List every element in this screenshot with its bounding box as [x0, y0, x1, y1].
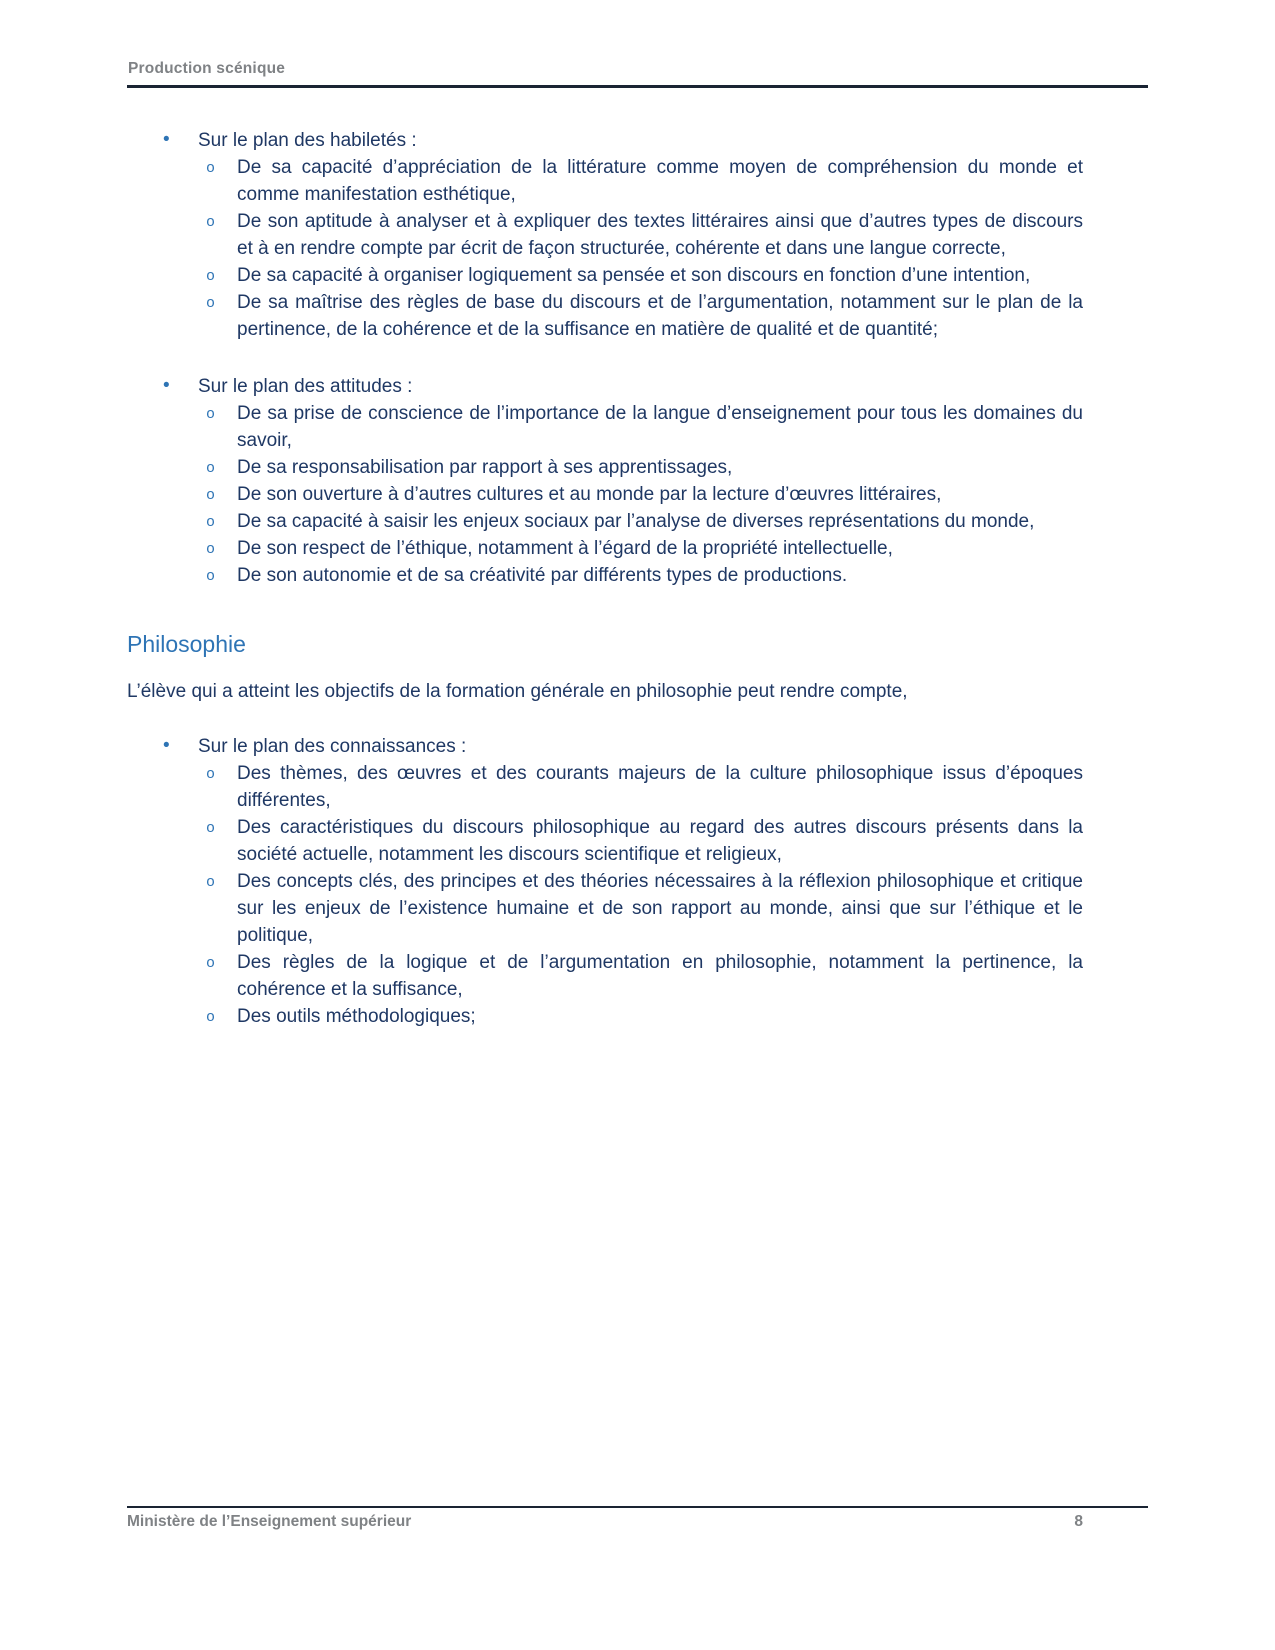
- bullet-icon: •: [163, 735, 170, 756]
- list-item-text: De sa maîtrise des règles de base du discours et de l’argumentation, notamment sur le plan de la pertinence, de la cohérence et de la suffisance en matière de qualité et de quantité;: [237, 292, 1083, 340]
- list-label: Sur le plan des connaissances :: [198, 736, 467, 757]
- list-item: [198, 868, 1083, 949]
- circle-bullet-icon: o: [206, 820, 216, 837]
- list-item-text: De son autonomie et de sa créativité par différents types de productions.: [237, 565, 848, 586]
- circle-bullet-icon: o: [206, 514, 216, 531]
- bullet-icon: •: [163, 129, 170, 150]
- list-item-text: Des thèmes, des œuvres et des courants majeurs de la culture philosophique issus d’époques différentes,: [237, 763, 1083, 811]
- section-philosophie: [127, 631, 1083, 1030]
- list-item: [198, 154, 1083, 208]
- circle-bullet-icon: o: [206, 874, 216, 891]
- section-habiletes: [127, 127, 1083, 343]
- page-number: 8: [1074, 1513, 1083, 1530]
- circle-bullet-icon: o: [206, 568, 216, 585]
- list-item-text: De sa capacité à saisir les enjeux sociaux par l’analyse de diverses représentations du monde,: [237, 511, 1035, 532]
- list-item-text: Des règles de la logique et de l’argumentation en philosophie, notamment la pertinence, la cohérence et la suffisance,: [237, 952, 1083, 1000]
- list-label: Sur le plan des attitudes :: [198, 376, 413, 397]
- list-item: [198, 814, 1083, 868]
- list-item-text: De son ouverture à d’autres cultures et au monde par la lecture d’œuvres littéraires,: [237, 484, 942, 505]
- list-item: [198, 949, 1083, 1003]
- circle-bullet-icon: o: [206, 955, 216, 972]
- list-item: [198, 481, 1083, 508]
- document-body: [127, 127, 1083, 1060]
- section-attitudes: [127, 373, 1083, 589]
- list-item: [127, 127, 1083, 343]
- circle-bullet-icon: o: [206, 406, 216, 423]
- circle-bullet-icon: o: [206, 295, 216, 312]
- footer-ministry-text: Ministère de l’Enseignement supérieur: [127, 1513, 412, 1530]
- sub-list: [198, 154, 1083, 343]
- circle-bullet-icon: o: [206, 268, 216, 285]
- footer-divider: [127, 1506, 1148, 1508]
- list-item-text: De son respect de l’éthique, notamment à l’égard de la propriété intellectuelle,: [237, 538, 893, 559]
- list-item: [127, 373, 1083, 589]
- page-footer: [127, 1513, 1083, 1531]
- circle-bullet-icon: o: [206, 541, 216, 558]
- circle-bullet-icon: o: [206, 160, 216, 177]
- list-item-text: Des concepts clés, des principes et des théories nécessaires à la réflexion philosophique et critique sur les enjeux de l’existence humaine et de son rapport au monde, ainsi que sur l’éthique et le politique,: [237, 871, 1083, 946]
- page-header-title: Production scénique: [128, 60, 286, 77]
- circle-bullet-icon: o: [206, 214, 216, 231]
- list-item: [198, 535, 1083, 562]
- list-item-text: De sa prise de conscience de l’importance de la langue d’enseignement pour tous les domaines du savoir,: [237, 403, 1083, 451]
- list-item-text: De son aptitude à analyser et à expliquer des textes littéraires ainsi que d’autres types de discours et à en rendre compte par écrit de façon structurée, cohérente et dans une langue correcte,: [237, 211, 1083, 259]
- list-item-text: De sa capacité à organiser logiquement sa pensée et son discours en fonction d’une intention,: [237, 265, 1031, 286]
- list-item-text: De sa responsabilisation par rapport à ses apprentissages,: [237, 457, 733, 478]
- list-item: [198, 400, 1083, 454]
- list-item: [198, 760, 1083, 814]
- bullet-icon: •: [163, 375, 170, 396]
- list-item: [198, 289, 1083, 343]
- list-item: [198, 262, 1083, 289]
- list-item: [198, 562, 1083, 589]
- circle-bullet-icon: o: [206, 766, 216, 783]
- circle-bullet-icon: o: [206, 1009, 216, 1026]
- list-label: Sur le plan des habiletés :: [198, 130, 417, 151]
- list-item: [127, 733, 1083, 1030]
- list-item-text: Des caractéristiques du discours philosophique au regard des autres discours présents dans la société actuelle, notamment les discours scientifique et religieux,: [237, 817, 1083, 865]
- list-item-text: De sa capacité d’appréciation de la littérature comme moyen de compréhension du monde et comme manifestation esthétique,: [237, 157, 1083, 205]
- sub-list: [198, 400, 1083, 589]
- circle-bullet-icon: o: [206, 460, 216, 477]
- list-item-text: Des outils méthodologiques;: [237, 1006, 476, 1027]
- philosophie-intro: L’élève qui a atteint les objectifs de la formation générale en philosophie peut rendre compte,: [127, 681, 908, 702]
- header-divider: [127, 85, 1148, 88]
- list-item: [198, 208, 1083, 262]
- section-connaissances: [127, 733, 1083, 1030]
- circle-bullet-icon: o: [206, 487, 216, 504]
- list-item: [198, 1003, 1083, 1030]
- sub-list: [198, 760, 1083, 1030]
- philosophie-heading: Philosophie: [127, 631, 246, 657]
- list-item: [198, 508, 1083, 535]
- list-item: [198, 454, 1083, 481]
